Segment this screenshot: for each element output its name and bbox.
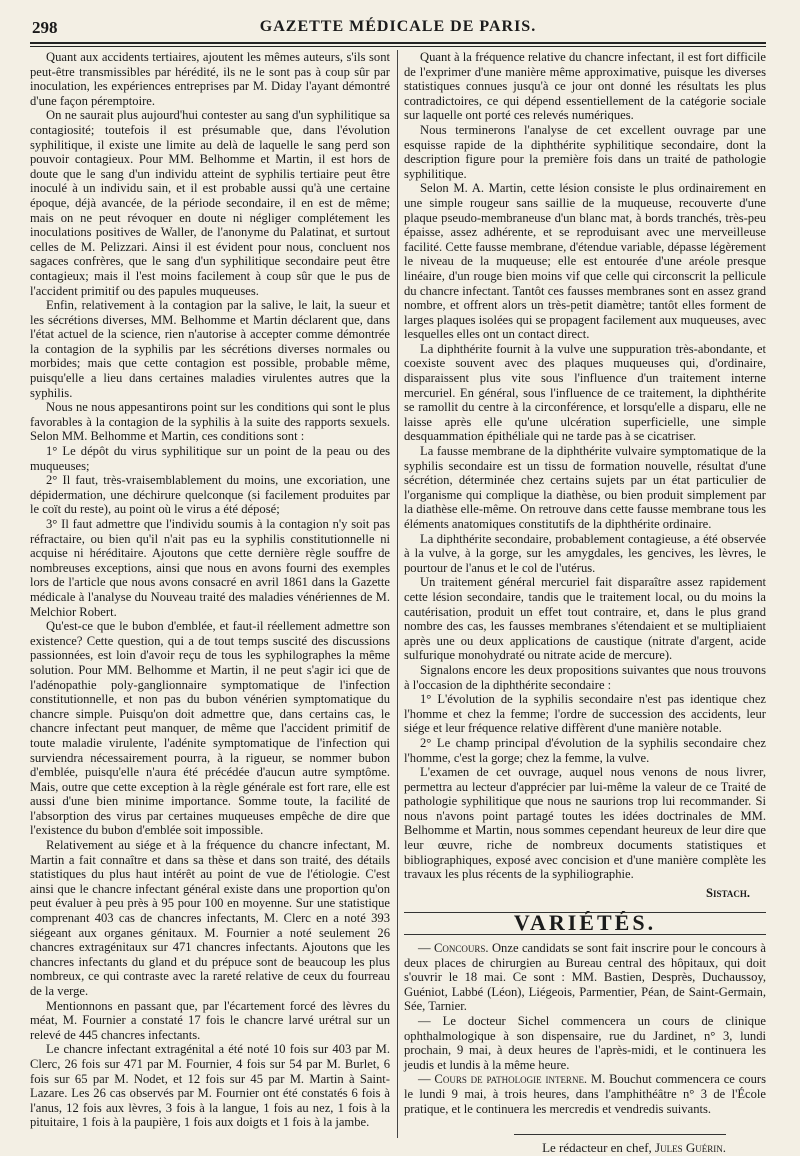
page-header [30,12,766,42]
paragraph: Un traitement général mercuriel fait disparaître assez rapidement cette lésion secondaire, tandis que le traitement local, ou du moins la cautérisation, produit un effet tout contraire, et, dans le plus grand nombre des cas, les fausses membranes s'étendaient et se multipliaient après une ou deux applications de caustique (nitrate d'argent, acide sulfurique monohydraté ou nitrate acide de mercure). [404,575,766,663]
header-rule [30,42,766,44]
editor-prefix: Le rédacteur en chef, [542,1140,656,1156]
right-column [404,50,766,1156]
entry-text: Le docteur Sichel commencera un cours de clinique ophthalmologique à son dispensaire, rue du Jardinet, n° 3, lundi prochain, 9 mai, à deux heures de l'après-midi, et le continuera les jeudis et lundis à la même heure. [404,1014,766,1072]
varietes-title: VARIÉTÉS. [513,910,657,936]
article-signature: Sistach. [706,885,750,900]
paragraph: L'examen de cet ouvrage, auquel nous venons de nous livrer, permettra au lecteur d'apprécier par lui-même la valeur de ce Traité de pathologie syphilitique que nous ne saurions trop lui recommander. Si nous n'avons point partagé toutes les idées doctrinales de MM. Belhomme et Martin, nous sommes cependant heureux de leur dire que leur œuvre, riche de nombreux documents statistiques et bibliographiques, exposé avec concision et d'une manière complète les travaux les plus récents de la syphiliographie. [404,765,766,882]
paragraph: Qu'est-ce que le bubon d'emblée, et faut-il réellement admettre son existence? Cette question, qui a de tout temps suscité des discussions passionnées, est loin d'avoir reçu de tous les syphilographes la même solution. Pour MM. Belhomme et Martin, il ne peut s'agir ici que de l'adénopathie poly-ganglionnaire symptomatique de l'infection constitutionnelle, et non pas du bubon vénérien symptomatique du chancre simple. Puisqu'on doit admettre que, dans certains cas, le chancre infectant peut manquer, de même que l'accident primitif de toute maladie virulente, l'adénite symptomatique de l'infection qui surviendra nécessairement pourra, à la rigueur, se nommer bubon d'emblée, puisqu'elle n'aura été précédée d'aucun autre symptôme. Mais, outre que cette exception à la règle générale est fort rare, elle est aussi d'une bien minime importance. Somme toute, la facilité de l'absorption des virus par certaines muqueuses empêche de dire que l'existence du bubon d'emblée soit impossible. [30,619,390,838]
paragraph: La diphthérite secondaire, probablement contagieuse, a été observée à la vulve, à la gorge, sur les amygdales, les gencives, les lèvres, le pourtour de l'anus et le col de l'utérus. [404,531,766,575]
varietes-heading-box [404,912,766,935]
paragraph: Nous ne nous appesantirons point sur les conditions qui sont le plus favorables à la contagion de la syphilis à la suite des rapports sexuels. Selon MM. Belhomme et Martin, ces conditions sont : [30,400,390,444]
varietes-entry: — Cours de pathologie interne. M. Bouchut commencera ce cours le lundi 9 mai, à trois heures, dans l'amphithéâtre n° 3 de l'École pratique, et le continuera les mercredis et vendredis suivants. [404,1072,766,1116]
paragraph: 1° Le dépôt du virus syphilitique sur un point de la peau ou des muqueuses; [30,444,390,473]
paragraph: On ne saurait plus aujourd'hui contester au sang d'un syphilitique sa contagiosité; toutefois il est présumable que, dans l'évolution syphilitique, il existe une limite au delà de laquelle le sang perd son pouvoir contagieux. Pour MM. Belhomme et Martin, il est hors de doute que le sang d'un individu atteint de syphilis tertiaire peut être inoculé à un individu sain, et il est probable aussi qu'à une certaine époque, déjà avancée, de la période secondaire, il en est de même; mais on ne peut révoquer en doute ni négliger complétement les inoculations positives de Waller, de l'anonyme du Palatinat, et surtout celles de M. Pelizzari. Ainsi il est évident pour nous, concluent nos sagaces confrères, que le sang d'un syphilitique secondaire peut être contagieux; mais il l'est moins facilement à coup sûr que le pus de l'accident primitif ou des papules muqueuses. [30,108,390,298]
paragraph: Le chancre infectant extragénital a été noté 10 fois sur 403 par M. Clerc, 26 fois sur 471 par M. Fournier, 4 fois sur 54 par M. Burlet, 6 fois sur 65 par M. Nodet, et 12 fois sur 45 par M. Martin à Saint-Lazare. Les 26 cas observés par M. Fournier ont été constatés 6 fois à l'anus, 12 fois aux lèvres, 3 fois à la langue, 1 fois au nez, 1 fois à la pituitaire, 1 fois à la paupière, 1 fois aux doigts et 1 fois à la jambe. [30,1042,390,1130]
entry-text: Onze candidats se sont fait inscrire pour le concours à deux places de chirurgien au Bureau central des hôpitaux, qui doit s'ouvrir le 18 mai. Ce sont : MM. Bastien, Desprès, Duchaussoy, Guéniot, Labbé (Léon), Liégeois, Parmentier, Péan, de Saint-Germain, Sée, Tarnier. [404,941,766,1014]
paragraph: Quant aux accidents tertiaires, ajoutent les mêmes auteurs, s'ils sont peut-être transmissibles par hérédité, ils ne le sont pas à coup sûr par inoculation, les expériences entreprises par M. Diday l'ayant démontré d'une façon péremptoire. [30,50,390,108]
varietes-entry: — Concours. Onze candidats se sont fait inscrire pour le concours à deux places de chirurgien au Bureau central des hôpitaux, qui doit s'ouvrir le 18 mai. Ce sont : MM. Bastien, Desprès, Duchaussoy, Guéniot, Labbé (Léon), Liégeois, Parmentier, Péan, de Saint-Germain, Sée, Tarnier. [404,941,766,1014]
paragraph: 2° Le champ principal d'évolution de la syphilis secondaire chez l'homme, c'est la gorge; chez la femme, la vulve. [404,735,766,765]
editor-line [514,1134,726,1156]
paragraph: Mentionnons en passant que, par l'écartement forcé des lèvres du méat, M. Fournier a constaté 17 fois le chancre larvé urétral sur un relevé de 445 chancres infectants. [30,998,390,1042]
header-rule-thin [30,46,766,47]
paragraph: Signalons encore les deux propositions suivantes que nous trouvons à l'occasion de la diphthérite secondaire : [404,662,766,692]
paragraph: 3° Il faut admettre que l'individu soumis à la contagion n'y soit pas réfractaire, ou bien qu'il n'ait pas eu la syphilis constitutionnelle ni acquise ni héréditaire. Ajoutons que cette dernière règle souffre de nombreuses exceptions, ainsi que nous en avons fourni des exemples lors de l'article que nous avons consacré en avril 1861 dans la Gazette médicale à l'analyse du Nouveau traité des maladies vénériennes de M. Melchior Robert. [30,517,390,619]
paragraph: La fausse membrane de la diphthérite vulvaire symptomatique de la syphilis secondaire est un tissu de formation nouvelle, résultat d'une sécrétion, déterminée chez certains sujets par un état particulier de l'organisme qui complique la diathèse, ou bien produit simplement par la diathèse elle-même. On retrouve dans cette fausse membrane tous les éléments anatomiques constitutifs de la diphthérite ordinaire. [404,444,766,531]
paragraph: Enfin, relativement à la contagion par la salive, le lait, la sueur et les sécrétions diverses, MM. Belhomme et Martin déclarent que, dans l'état actuel de la science, rien n'autorise à accepter comme démontrée la contagion de la syphilis par les sécrétions diverses normales ou morbides; mais que cette contagion est possible, probable même, puisqu'elle a lieu dans certaines maladies virulentes autres que la syphilis. [30,298,390,400]
page-number: 298 [32,18,58,37]
paragraph: 2° Il faut, très-vraisemblablement du moins, une excoriation, une dépidermation, une déchirure quelconque (si facilement produites par le coït du reste), au point où le virus a été déposé; [30,473,390,517]
left-column [30,50,390,1138]
columns [30,50,766,1156]
paragraph: Nous terminerons l'analyse de cet excellent ouvrage par une esquisse rapide de la diphthérite syphilitique secondaire, dont la description figure pour la première fois dans un traité de pathologie syphilitique. [404,122,766,181]
entry-text: M. Bouchut commencera ce cours le lundi 9 mai, à trois heures, dans l'amphithéâtre n° 3 de l'École pratique, et le continuera les mercredis et vendredis suivants. [404,1072,766,1116]
paragraph: 1° L'évolution de la syphilis secondaire n'est pas identique chez l'homme et chez la femme; l'ordre de succession des accidents, leur siége et leur fréquence relative diffèrent d'une manière notable. [404,692,766,736]
paragraph: Selon M. A. Martin, cette lésion consiste le plus ordinairement en une simple rougeur sans saillie de la muqueuse, recouverte d'une plaque pseudo-membraneuse d'un blanc mat, à bords tranchés, très-peu épaisse, assez adhérente, et se reproduisant avec une merveilleuse facilité. Cette fausse membrane, d'étendue variable, dépasse légèrement le niveau de la muqueuse; elle est entourée d'une aréole presque linéaire, d'un rouge bien moins vif que celle qui circonscrit la pellicule du chancre infectant. Tantôt ces fausses membranes sont en assez grand nombre, et offrent alors un très-petit diamètre; tantôt elles forment de larges plaques isolées qui se propagent facilement aux muqueuses, avec lesquelles elles ont un contact direct. [404,181,766,342]
column-divider [397,50,398,1138]
running-title: GAZETTE MÉDICALE DE PARIS. [259,18,537,35]
entry-label: Cours de pathologie interne. [434,1072,588,1087]
varietes-entry: — Le docteur Sichel commencera un cours de clinique ophthalmologique à son dispensaire, rue du Jardinet, n° 3, lundi prochain, 9 mai, à deux heures de l'après-midi, et le continuera les jeudis et lundis à la même heure. [404,1014,766,1072]
paragraph: La diphthérite fournit à la vulve une suppuration très-abondante, et coexiste souvent avec des plaques muqueuses qui, d'ordinaire, disparaissent plus vite sous l'influence d'un traitement interne mercuriel. En général, sous l'influence de ce traitement, la diphthérite se ramollit du centre à la circonférence, et lorsqu'elle a disparu, elle ne laisse après elle qu'une ulcération superficielle, une simple desquammation épithéliale qui ne tarde pas à se cicatriser. [404,341,766,444]
entry-label: Concours. [434,941,489,956]
editor-name: Jules Guérin. [655,1140,726,1156]
paragraph: Relativement au siége et à la fréquence du chancre infectant, M. Martin a fait connaître et dans sa thèse et dans son traité, des détails statistiques du plus haut intérêt au point de vue de l'étiologie. C'est ainsi que le chancre infectant général existe dans une proportion qu'on peut évaluer à peu près à 95 pour 100 en moyenne. Sur une statistique comprenant 403 cas de chancres infectants, M. Clerc en a noté 393 siégeant aux organes génitaux. M. Fournier a noté seulement 26 chancres extragénitaux sur 471 chancres infectants. Ajoutons que les chancres infectants du gland et du prépuce sont de beaucoup les plus nombreux, ce qui contraste avec la rareté relative de ceux du fourreau de la verge. [30,838,390,998]
paragraph: Quant à la fréquence relative du chancre infectant, il est fort difficile de l'exprimer d'une manière même approximative, puisque les diverses statistiques connues jusqu'à ce jour ont donné les résultats les plus contradictoires, ce qui dépend essentiellement de la catégorie sociale sur laquelle ont porté ces relevés numériques. [404,50,766,123]
